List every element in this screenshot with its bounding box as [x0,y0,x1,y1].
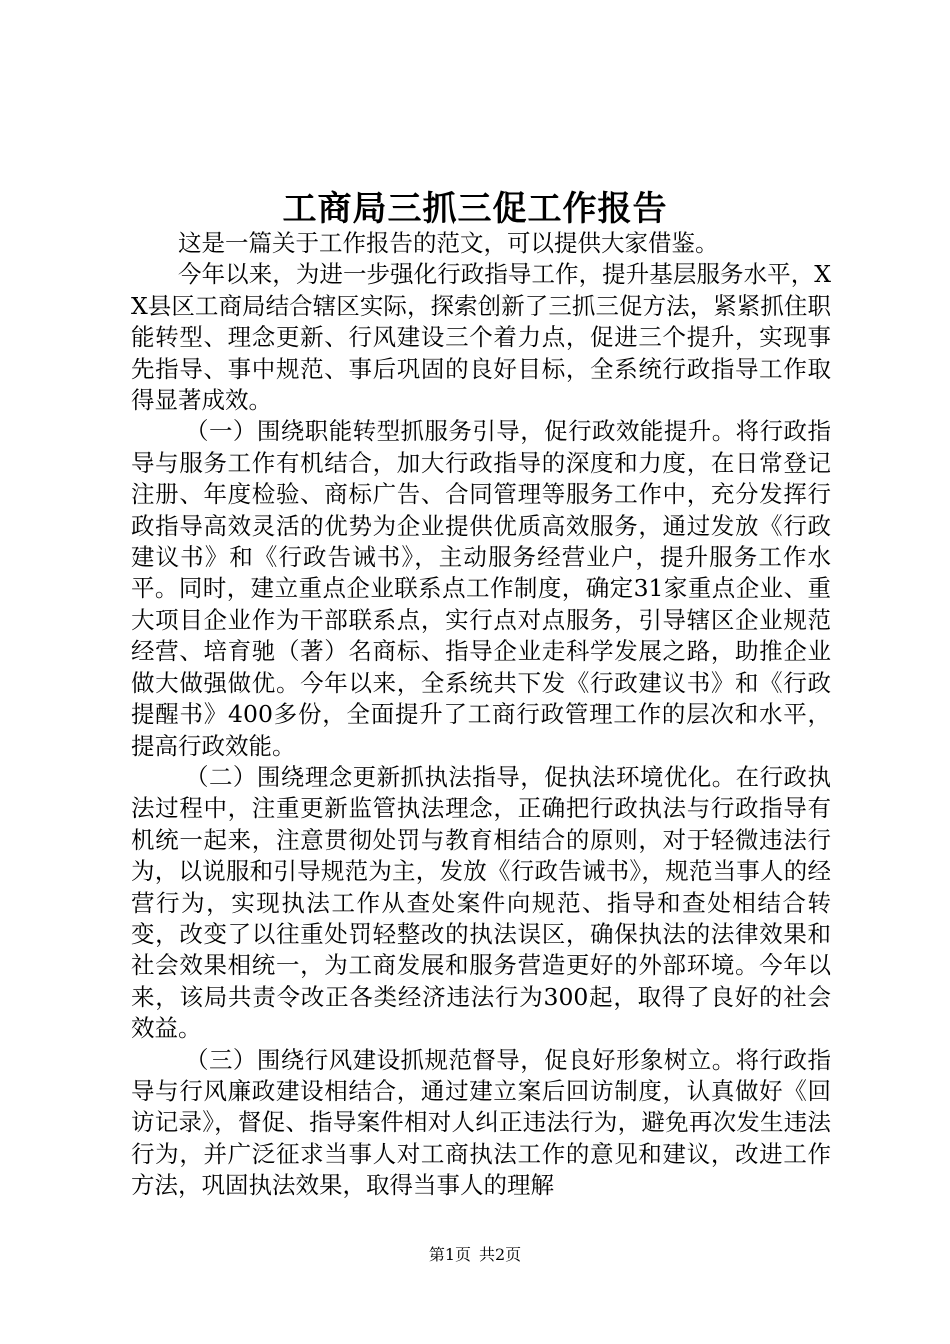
page-total: 共2页 [479,1245,522,1264]
section-3-paragraph: （三）围绕行风建设抓规范督导，促良好形象树立。将行政指导与行风廉政建设相结合，通过建立案后回访制度，认真做好《回访记录》，督促、指导案件相对人纠正违法行为，避免再次发生违法行为，并广泛征求当事人对工商执法工作的意见和建议，改进工作方法，巩固执法效果，取得当事人的理解 [131,1045,831,1200]
section-1-paragraph: （一）围绕职能转型抓服务引导，促行政效能提升。将行政指导与服务工作有机结合，加大行政指导的深度和力度，在日常登记注册、年度检验、商标广告、合同管理等服务工作中，充分发挥行政指导高效灵活的优势为企业提供优质高效服务，通过发放《行政建议书》和《行政告诫书》，主动服务经营业户，提升服务工作水平。同时，建立重点企业联系点工作制度，确定31家重点企业、重大项目企业作为干部联系点，实行点对点服务，引导辖区企业规范经营、培育驰（著）名商标、指导企业走科学发展之路，助推企业做大做强做优。今年以来，全系统共下发《行政建议书》和《行政提醒书》400多份，全面提升了工商行政管理工作的层次和水平，提高行政效能。 [131,417,831,760]
document-body [131,228,831,1202]
overview-paragraph: 今年以来，为进一步强化行政指导工作，提升基层服务水平，XX县区工商局结合辖区实际，探索创新了三抓三促方法，紧紧抓住职能转型、理念更新、行风建设三个着力点，促进三个提升，实现事先指导、事中规范、事后巩固的良好目标，全系统行政指导工作取得显著成效。 [131,260,831,415]
document-title: 工商局三抓三促工作报告 [282,189,668,229]
section-2-paragraph: （二）围绕理念更新抓执法指导，促执法环境优化。在行政执法过程中，注重更新监管执法理念，正确把行政执法与行政指导有机统一起来，注意贯彻处罚与教育相结合的原则，对于轻微违法行为，以说服和引导规范为主，发放《行政告诫书》，规范当事人的经营行为，实现执法工作从查处案件向规范、指导和查处相结合转变，改变了以往重处罚轻整改的执法误区，确保执法的法律效果和社会效果相统一，为工商发展和服务营造更好的外部环境。今年以来，该局共责令改正各类经济违法行为300起，取得了良好的社会效益。 [131,762,831,1043]
page-number: 第1页 [428,1245,471,1264]
intro-paragraph: 这是一篇关于工作报告的范文，可以提供大家借鉴。 [178,229,719,257]
page-footer [0,1244,950,1266]
